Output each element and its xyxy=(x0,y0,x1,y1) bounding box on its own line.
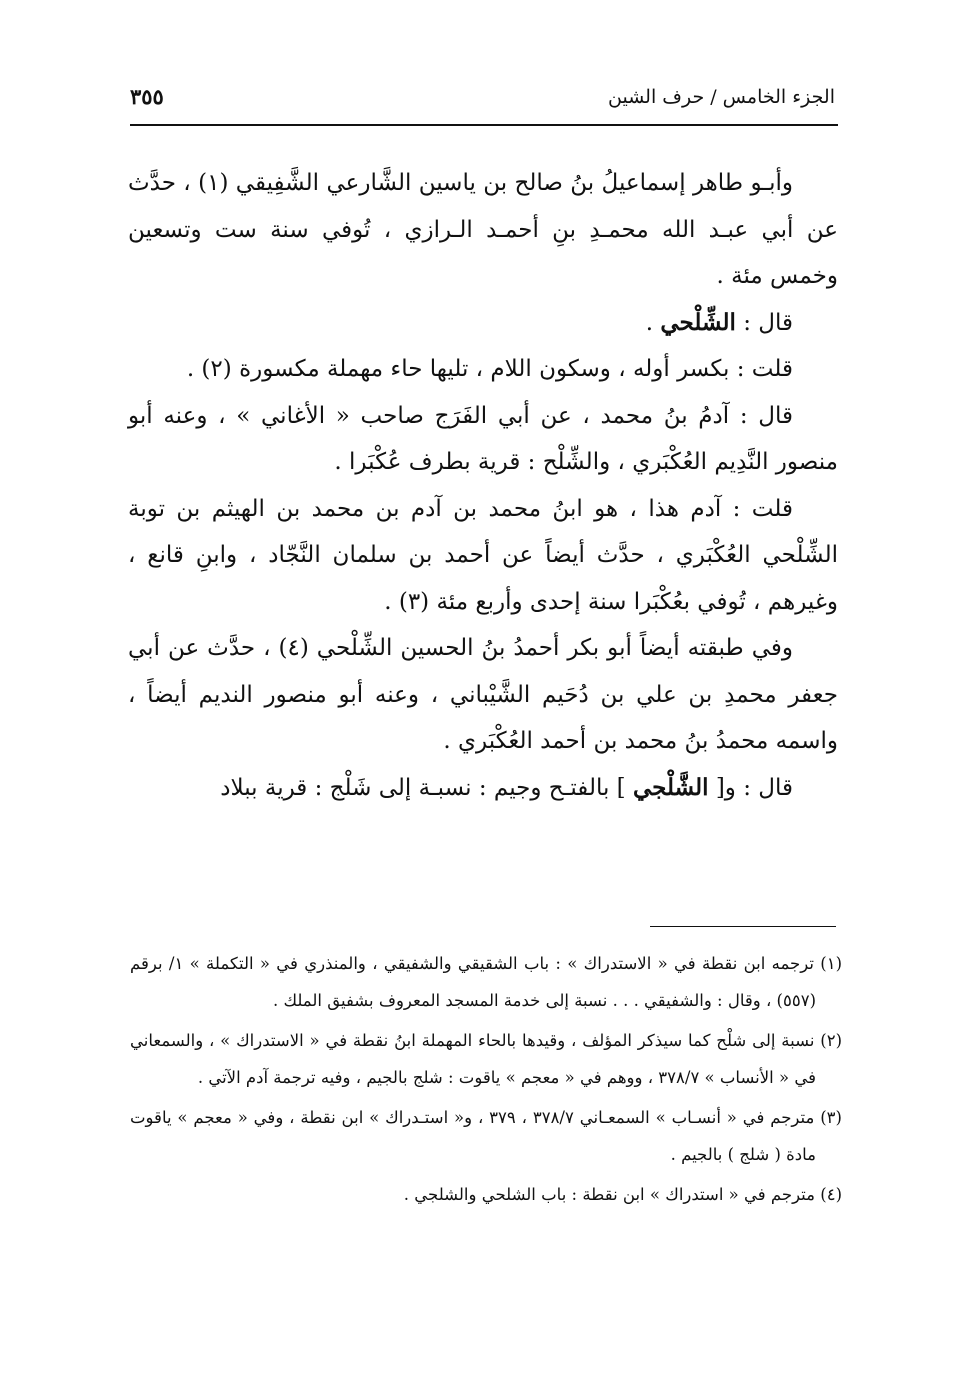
page-header xyxy=(130,80,835,120)
paragraph-qultu-adam: قلت : آدم هذا ، هو ابنُ محمد بن آدم بن محمد بن الهيثم بن توبة الشِّلْحي العُكْبَري ، حدَّث أيضاً عن أحمد بن سلمان النَّجّاد ، وابنِ قانع ، وغيرهم ، تُوفي بعُكْبَرا سنة إحدى وأربع مئة (٣) . xyxy=(128,495,838,615)
footnotes xyxy=(130,945,842,1216)
footnote-4: (٤) مترجم في « استدراك » ابن نقطة : باب الشلحي والشلجي . xyxy=(403,1185,842,1204)
main-text xyxy=(128,160,838,811)
qala-suffix: ] بالفتـح وجيم : نسبـة إلى شَلْج : قرية ببلاد xyxy=(220,774,633,801)
paragraph-qala-shalji xyxy=(128,765,838,812)
footnote-2: (٢) نسبة إلى شلْح كما سيذكر المؤلف ، وقيدها بالحاء المهملة ابنُ نقطة في « الاستدراك » ، والسمعاني في « الأنساب » ٣٧٨/٧ ، ووهم في « معجم » ياقوت : شلج بالجيم ، وفيه ترجمة آدم الآتي . xyxy=(130,1031,842,1087)
running-title: الجزء الخامس / حرف الشين xyxy=(608,86,835,108)
qala-prefix: قال : xyxy=(735,309,793,336)
entry-term-shilhi: الشِّلْحي xyxy=(660,308,736,336)
page-number: ٣٥٥ xyxy=(130,84,164,109)
qala-suffix: . xyxy=(645,309,661,336)
paragraph-abu-tahir: وأبـو طاهر إسماعيلُ بنُ صالح بن ياسين الشَّارعي الشَّفِيقي (١) ، حدَّث عن أبي عبـد الله محمـدِ بنِ أحمـد الـرازي ، تُوفي سنة ست وتسعين وخمس مئة . xyxy=(128,170,838,289)
entry-term-shalji: الشَّلْجي xyxy=(632,773,709,801)
paragraph-qala-shilhi xyxy=(128,300,838,347)
footnote-1: (١) ترجمه ابن نقطة في « الاستدراك » : باب الشقيقي والشفيقي ، والمنذري في « التكملة » ١/ برقم (٥٥٧) ، وقال : والشفيقي . . . نسبة إلى خدمة المسجد المعروف بشفيق الملك . xyxy=(130,954,842,1010)
qala-prefix: قال : و[ xyxy=(708,774,793,801)
paragraph-qultu-vocalization: قلت : بكسر أوله ، وسكون اللام ، تليها حاء مهملة مكسورة (٢) . xyxy=(186,356,793,382)
paragraph-abu-bakr: وفي طبقته أيضاً أبو بكر أحمدُ بنُ الحسين الشِّلْحي (٤) ، حدَّث عن أبي جعفر محمدِ بن علي بن دُحَيم الشَّيْباني ، وعنه أبو منصور النديم أيضاً ، واسمه محمدُ بنُ محمد بن أحمد العُكْبَري . xyxy=(128,635,838,754)
header-rule xyxy=(130,124,838,126)
footnote-separator xyxy=(650,926,836,927)
footnote-3: (٣) مترجم في « أنسـاب » السمعـاني ٣٧٨/٧ ، ٣٧٩ ، و« استـدراك » ابن نقطة ، وفي « معجم » ياقوت مادة ( شلج ) بالجيم . xyxy=(130,1108,842,1164)
paragraph-adam-ibn-muhammad: قال : آدمُ بنُ محمد ، عن أبي الفَرَج صاحب « الأغاني » ، وعنه أبو منصور النَّدِيم العُكْبَري ، والشِّلْح : قرية بطرف عُكْبَرا . xyxy=(128,402,838,475)
